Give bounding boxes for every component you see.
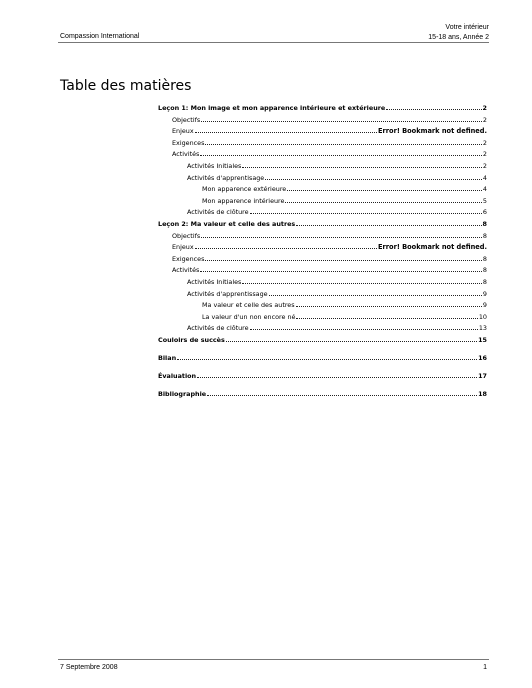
- toc-entry[interactable]: [158, 101, 487, 112]
- toc-dot-leader: [285, 202, 481, 203]
- toc-entry[interactable]: [172, 136, 487, 147]
- toc-dot-leader: [296, 318, 477, 319]
- toc-dot-leader: [207, 395, 477, 396]
- toc-dot-leader: [269, 295, 482, 296]
- toc-entry[interactable]: [187, 205, 487, 216]
- toc-entry[interactable]: [187, 171, 487, 182]
- toc-entry-title: Mon apparence intérieure: [202, 196, 285, 205]
- toc-entry-page: 8: [482, 278, 487, 286]
- toc-entry-page: Error! Bookmark not defined.: [378, 127, 487, 136]
- toc-entry-page: 4: [482, 173, 487, 182]
- toc-entry-page: 15: [478, 336, 487, 344]
- toc-entry-page: 6: [482, 208, 487, 217]
- toc-entry[interactable]: [172, 229, 487, 240]
- toc-entry-page: 4: [482, 185, 487, 194]
- toc-entry-title: La valeur d'un non encore né: [202, 312, 296, 321]
- toc-dot-leader: [205, 260, 482, 261]
- toc-dot-leader: [226, 341, 477, 342]
- toc-dot-leader: [250, 329, 478, 330]
- toc-entry-page: 2: [482, 138, 487, 147]
- toc-entry-title: Couloirs de succès: [158, 336, 225, 344]
- toc-entry-page: 18: [478, 390, 487, 399]
- toc-dot-leader: [200, 155, 482, 156]
- toc-entry[interactable]: [172, 124, 487, 135]
- toc-entry[interactable]: [172, 240, 487, 251]
- toc-entry[interactable]: [172, 263, 487, 274]
- toc-entry-page: 2: [482, 104, 487, 112]
- footer-divider: [58, 659, 489, 660]
- toc-dot-leader: [197, 377, 477, 378]
- toc-entry-title: Exigences: [172, 138, 205, 147]
- toc-entry[interactable]: [202, 194, 487, 205]
- toc-entry[interactable]: [202, 310, 487, 321]
- toc-entry-title: Mon apparence extérieure: [202, 185, 287, 194]
- toc-dot-leader: [195, 132, 377, 133]
- toc-entry-title: Évaluation: [158, 372, 197, 381]
- toc-entry[interactable]: [158, 387, 487, 398]
- toc-entry-page: 2: [482, 115, 487, 124]
- toc-entry-title: Ma valeur et celle des autres: [202, 301, 295, 310]
- toc-entry[interactable]: [158, 351, 487, 362]
- audience-label: 15-18 ans, Année 2: [428, 33, 489, 41]
- toc-entry[interactable]: [172, 252, 487, 263]
- toc-dot-leader: [195, 248, 377, 249]
- toc-entry-page: 8: [482, 231, 487, 240]
- toc-entry[interactable]: [158, 369, 487, 380]
- toc-entry-page: 8: [482, 254, 487, 263]
- toc-entry-title: Activités Initiales: [187, 162, 242, 170]
- toc-entry-title: Activités: [172, 150, 200, 159]
- toc-entry-title: Activités: [172, 266, 200, 275]
- toc-entry-title: Activités de clôture: [187, 208, 249, 217]
- toc-entry-title: Enjeux: [172, 243, 194, 252]
- toc-entry[interactable]: [187, 287, 487, 298]
- toc-entry-title: Enjeux: [172, 127, 194, 136]
- toc-entry-page: 10: [478, 312, 487, 321]
- toc-entry[interactable]: [187, 275, 487, 286]
- toc-dot-leader: [296, 306, 482, 307]
- document-title: Votre intérieur: [445, 24, 489, 31]
- toc-entry-page: 17: [478, 372, 487, 381]
- toc-entry[interactable]: [172, 147, 487, 158]
- toc-dot-leader: [242, 283, 482, 284]
- toc-entry-page: 16: [478, 354, 487, 363]
- toc-entry[interactable]: [187, 159, 487, 170]
- toc-dot-leader: [201, 121, 482, 122]
- toc-entry[interactable]: [202, 298, 487, 309]
- toc-entry[interactable]: [158, 333, 487, 344]
- toc-dot-leader: [287, 190, 482, 191]
- toc-entry-title: Leçon 1: Mon image et mon apparence intérieure et extérieure: [158, 104, 386, 112]
- toc-entry-page: 9: [482, 289, 487, 298]
- organization-name: Compassion International: [60, 33, 140, 40]
- toc-dot-leader: [177, 359, 477, 360]
- toc-entry[interactable]: [202, 182, 487, 193]
- toc-entry-title: Objectifs: [172, 231, 201, 240]
- toc-entry-page: 5: [482, 196, 487, 205]
- toc-entry-title: Activités d'apprentissage: [187, 289, 268, 298]
- toc-entry-title: Exigences: [172, 254, 205, 263]
- toc-entry-title: Activités d'apprentisage: [187, 173, 265, 182]
- toc-entry[interactable]: [158, 217, 487, 228]
- toc-dot-leader: [242, 167, 482, 168]
- toc-dot-leader: [200, 271, 482, 272]
- toc-dot-leader: [201, 237, 482, 238]
- toc-dot-leader: [265, 179, 482, 180]
- toc-entry-title: Leçon 2: Ma valeur et celle des autres: [158, 220, 296, 228]
- toc-entry-title: Activités Initiales: [187, 278, 242, 286]
- toc-dot-leader: [250, 213, 482, 214]
- toc-entry-title: Activités de clôture: [187, 324, 249, 333]
- toc-entry-page: 13: [478, 324, 487, 333]
- toc-title: Table des matières: [60, 78, 192, 94]
- toc-entry[interactable]: [172, 113, 487, 124]
- footer-page-number: 1: [483, 664, 487, 671]
- toc-entry-page: 9: [482, 301, 487, 310]
- toc-entry-page: 2: [482, 150, 487, 159]
- footer-date: 7 Septembre 2008: [60, 664, 118, 671]
- toc-entry-page: 8: [482, 266, 487, 275]
- toc-entry-title: Bilan: [158, 354, 177, 363]
- toc-entry-page: 2: [482, 162, 487, 170]
- toc-entry[interactable]: [187, 321, 487, 332]
- toc-entry-page: Error! Bookmark not defined.: [378, 243, 487, 252]
- toc-dot-leader: [205, 144, 482, 145]
- toc-entry-title: Bibliographie: [158, 390, 207, 399]
- toc-entry-title: Objectifs: [172, 115, 201, 124]
- toc-dot-leader: [296, 225, 481, 226]
- toc-entry-page: 8: [482, 220, 487, 228]
- toc-dot-leader: [386, 109, 481, 110]
